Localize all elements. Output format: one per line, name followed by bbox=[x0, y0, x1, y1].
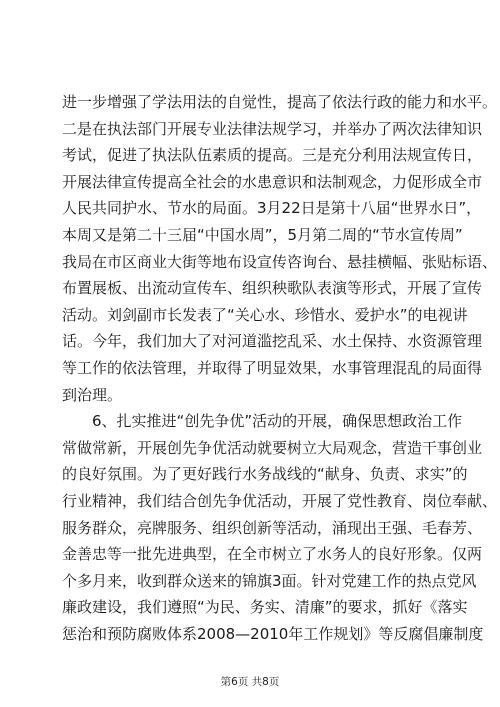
text-line: 服务群众，亮牌服务、组织创新等活动，涌现出王强、毛春芳、 bbox=[62, 518, 483, 537]
text-line: 话。今年，我们加大了对河道滥挖乱采、水土保持、水资源管理 bbox=[62, 332, 483, 351]
text-line: 考试，促进了执法队伍素质的提高。三是充分利用法规宣传日， bbox=[62, 146, 483, 165]
text-line: 二是在执法部门开展专业法律法规学习，并举办了两次法律知识 bbox=[62, 119, 483, 138]
text-line: 到治理。 bbox=[62, 385, 123, 404]
text-line: 行业精神，我们结合创先争优活动，开展了党性教育、岗位奉献、 bbox=[62, 491, 498, 510]
text-line: 我局在市区商业大街等地布设宣传咨询台、悬挂横幅、张贴标语、 bbox=[62, 252, 498, 271]
text-line: 布置展板、出流动宣传车、组织秧歌队表演等形式，开展了宣传 bbox=[62, 279, 483, 298]
text-line: 惩治和预防腐败体系2008—2010年工作规划》等反腐倡廉制度 bbox=[62, 624, 484, 643]
text-line: 的良好氛围。为了更好践行水务战线的“献身、负责、求实”的 bbox=[62, 465, 468, 484]
text-line: 金善忠等一批先进典型，在全市树立了水务人的良好形象。仅两 bbox=[62, 545, 483, 564]
text-line: 廉政建设，我们遵照“为民、务实、清廉”的要求，抓好《落实 bbox=[62, 598, 468, 617]
text-line: 常做常新，开展创先争优活动就要树立大局观念，营造干事创业 bbox=[62, 438, 483, 457]
text-line: 活动。刘剑副市长发表了“关心水、珍惜水、爱护水”的电视讲 bbox=[62, 305, 468, 324]
text-line: 个多月来，收到群众送来的锦旗3面。针对党建工作的热点党风 bbox=[62, 571, 477, 590]
text-line: 开展法律宣传提高全社会的水患意识和法制观念，力促形成全市 bbox=[62, 172, 483, 191]
text-line: 进一步增强了学法用法的自觉性，提高了依法行政的能力和水平。 bbox=[62, 93, 498, 111]
text-line: 等工作的依法管理，并取得了明显效果，水事管理混乱的局面得 bbox=[62, 358, 483, 377]
body-text bbox=[62, 89, 498, 647]
text-line: 本周又是第二十三届“中国水周”，5月第二周的“节水宣传周” bbox=[62, 225, 463, 244]
text-line: 人民共同护水、节水的局面。3月22日是第十八届“世界水日”， bbox=[62, 199, 482, 218]
page-number-footer: 第6页 共8页 bbox=[220, 676, 280, 688]
paragraph-start-line: 6、扎实推进“创先争优”活动的开展，确保思想政治工作 bbox=[92, 412, 463, 431]
